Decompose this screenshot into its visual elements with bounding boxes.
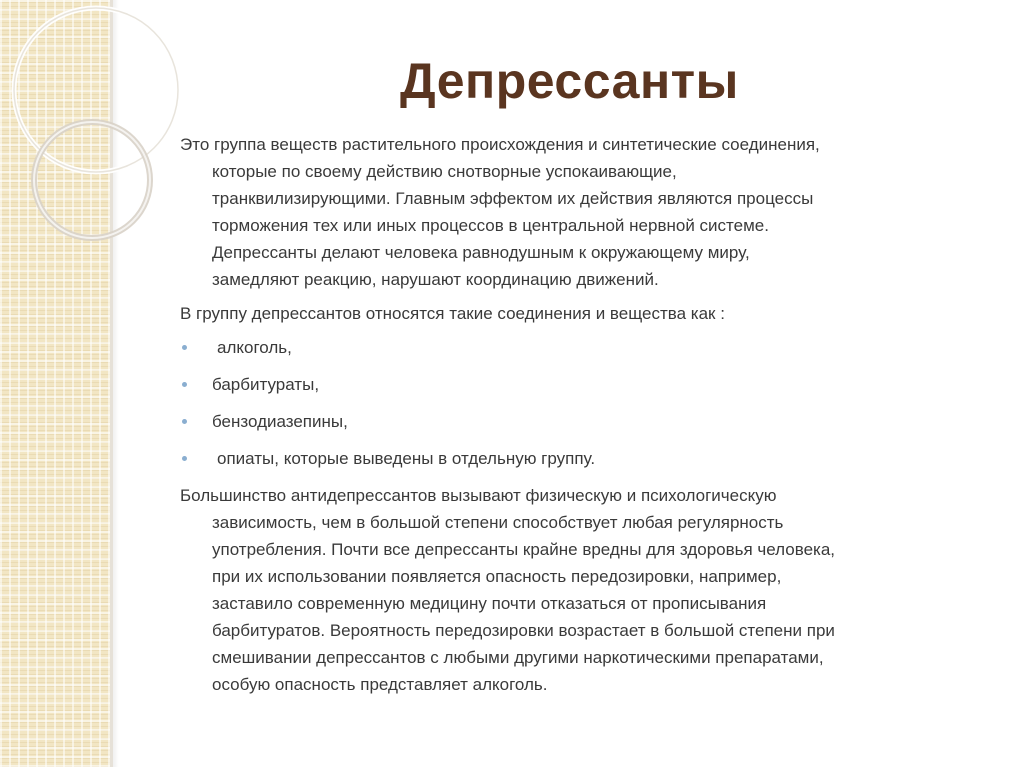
bullet-dot-icon xyxy=(182,345,187,350)
substance-list xyxy=(180,334,1000,472)
slide-title: Депрессанты xyxy=(400,53,739,109)
decorative-ring-large xyxy=(14,8,178,172)
list-item xyxy=(180,371,1000,398)
group-intro-paragraph: В группу депрессантов относятся такие соединения и вещества как : xyxy=(180,304,725,323)
conclusion-paragraph: Большинство антидепрессантов вызывают физическую и психологическую зависимость, чем в большой степени способствует любая регулярность употребления. Почти все депрессанты крайне вредны для здоровья человека, при их использовании появляется опасность передозировки, например, заставило современную медицину почти отказаться от прописывания барбитуратов. Вероятность передозировки возрастает в большой степени при смешивании депрессантов с любыми другими наркотическими препаратами, особую опасность представляет алкоголь. xyxy=(180,486,836,694)
list-item xyxy=(180,445,1000,472)
decorative-ring-small-highlight xyxy=(34,122,150,238)
slide-body xyxy=(180,131,1000,705)
list-item xyxy=(180,334,1000,361)
bullet-dot-icon xyxy=(182,456,187,461)
list-item xyxy=(180,408,1000,435)
bullet-dot-icon xyxy=(182,419,187,424)
intro-paragraph: Это группа веществ растительного происхождения и синтетические соединения, которые по своему действию снотворные успокаивающие, транквилизирующими. Главным эффектом их действия являются процессы торможения тех или иных процессов в центральной нервной системе. Депрессанты делают человека равнодушным к окружающему миру, замедляют реакцию, нарушают координацию движений. xyxy=(180,135,820,289)
list-item-text: алкоголь, xyxy=(217,338,292,357)
list-item-text: опиаты, которые выведены в отдельную группу. xyxy=(217,449,596,468)
bullet-dot-icon xyxy=(182,382,187,387)
list-item-text: барбитураты, xyxy=(212,375,320,394)
decorative-circles xyxy=(0,0,130,260)
list-item-text: бензодиазепины, xyxy=(212,412,348,431)
